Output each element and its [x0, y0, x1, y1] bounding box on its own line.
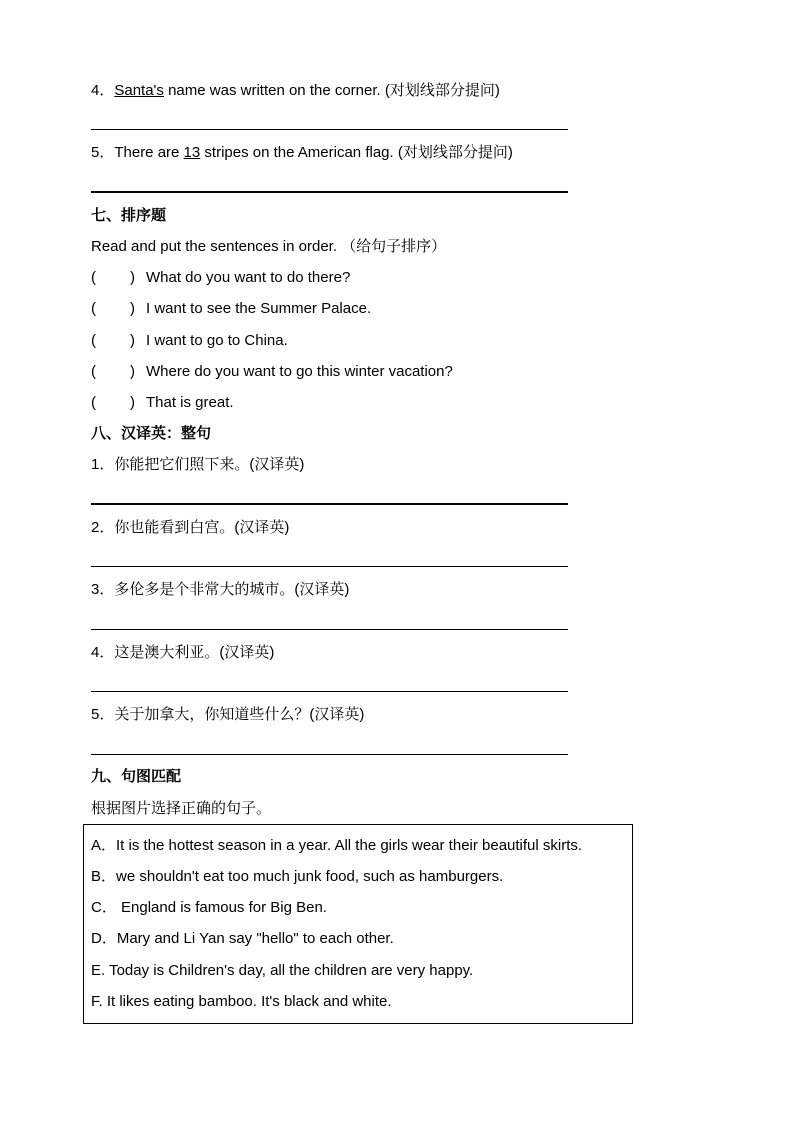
section-heading: 九、句图匹配	[91, 768, 182, 785]
answer-line[interactable]	[91, 503, 568, 505]
answer-line[interactable]	[91, 129, 568, 130]
question-text: 这是澳大利亚。(汉译英)	[114, 644, 275, 661]
question-text: 多伦多是个非常大的城市。(汉译英)	[114, 581, 350, 598]
ordering-sentence: I want to see the Summer Palace.	[146, 300, 372, 317]
question-number: 3．	[91, 581, 115, 598]
ordering-item	[91, 268, 350, 288]
question-number: 5．	[91, 144, 115, 161]
section-heading: 八、汉译英：整句	[91, 425, 212, 442]
option-b: B．we shouldn't eat too much junk food, such as hamburgers.	[91, 868, 504, 885]
option-f: F. It likes eating bamboo. It's black and white.	[91, 993, 392, 1010]
translation-item	[91, 518, 289, 538]
options-box	[83, 824, 633, 1024]
ordering-sentence: Where do you want to go this winter vacation?	[146, 363, 453, 380]
ordering-sentence: That is great.	[146, 394, 234, 411]
section-instruction: 根据图片选择正确的句子。	[91, 800, 272, 817]
option-d: D．Mary and Li Yan say "hello" to each other.	[91, 930, 394, 947]
translation-item	[91, 643, 274, 663]
order-blank[interactable]: ( )	[91, 269, 135, 286]
translation-item	[91, 455, 304, 475]
question-text: There are	[114, 144, 184, 161]
ordering-sentence: I want to go to China.	[146, 332, 288, 349]
question-text: stripes on the American flag.	[200, 144, 394, 161]
order-blank[interactable]: ( )	[91, 300, 135, 317]
question-text: name was written on the corner.	[163, 82, 381, 99]
underlined-word: Santa's	[114, 82, 164, 99]
question-note: (对划线部分提问)	[380, 82, 500, 99]
question-text: 你也能看到白宫。(汉译英)	[114, 519, 290, 536]
answer-line[interactable]	[91, 566, 568, 567]
order-blank[interactable]: ( )	[91, 332, 135, 349]
question-number: 2．	[91, 519, 115, 536]
question-number: 5．	[91, 706, 115, 723]
translation-item	[91, 580, 349, 600]
question-number: 4．	[91, 82, 115, 99]
question-text: 你能把它们照下来。(汉译英)	[114, 456, 305, 473]
question-number: 4．	[91, 644, 115, 661]
answer-line[interactable]	[91, 191, 568, 193]
answer-line[interactable]	[91, 629, 568, 630]
option-e: E. Today is Children's day, all the children are very happy.	[91, 962, 474, 979]
translation-item	[91, 705, 364, 725]
ordering-sentence: What do you want to do there?	[146, 269, 351, 286]
order-blank[interactable]: ( )	[91, 363, 135, 380]
question-4	[91, 81, 500, 101]
section-heading: 七、排序题	[91, 207, 167, 224]
ordering-item	[91, 299, 371, 319]
ordering-item	[91, 393, 234, 413]
question-5	[91, 143, 513, 163]
underlined-word: 13	[183, 144, 201, 161]
question-text: 关于加拿大，你知道些什么？(汉译英)	[114, 706, 365, 723]
option-c: C． England is famous for Big Ben.	[91, 899, 327, 916]
question-number: 1．	[91, 456, 115, 473]
order-blank[interactable]: ( )	[91, 394, 135, 411]
question-note: (对划线部分提问)	[393, 144, 513, 161]
section-instruction: Read and put the sentences in order. （给句子排序）	[91, 238, 447, 255]
answer-line[interactable]	[91, 691, 568, 692]
answer-line[interactable]	[91, 754, 568, 755]
ordering-item	[91, 362, 453, 382]
option-a: A．It is the hottest season in a year. All the girls wear their beautiful skirts.	[91, 837, 583, 854]
ordering-item	[91, 331, 288, 351]
